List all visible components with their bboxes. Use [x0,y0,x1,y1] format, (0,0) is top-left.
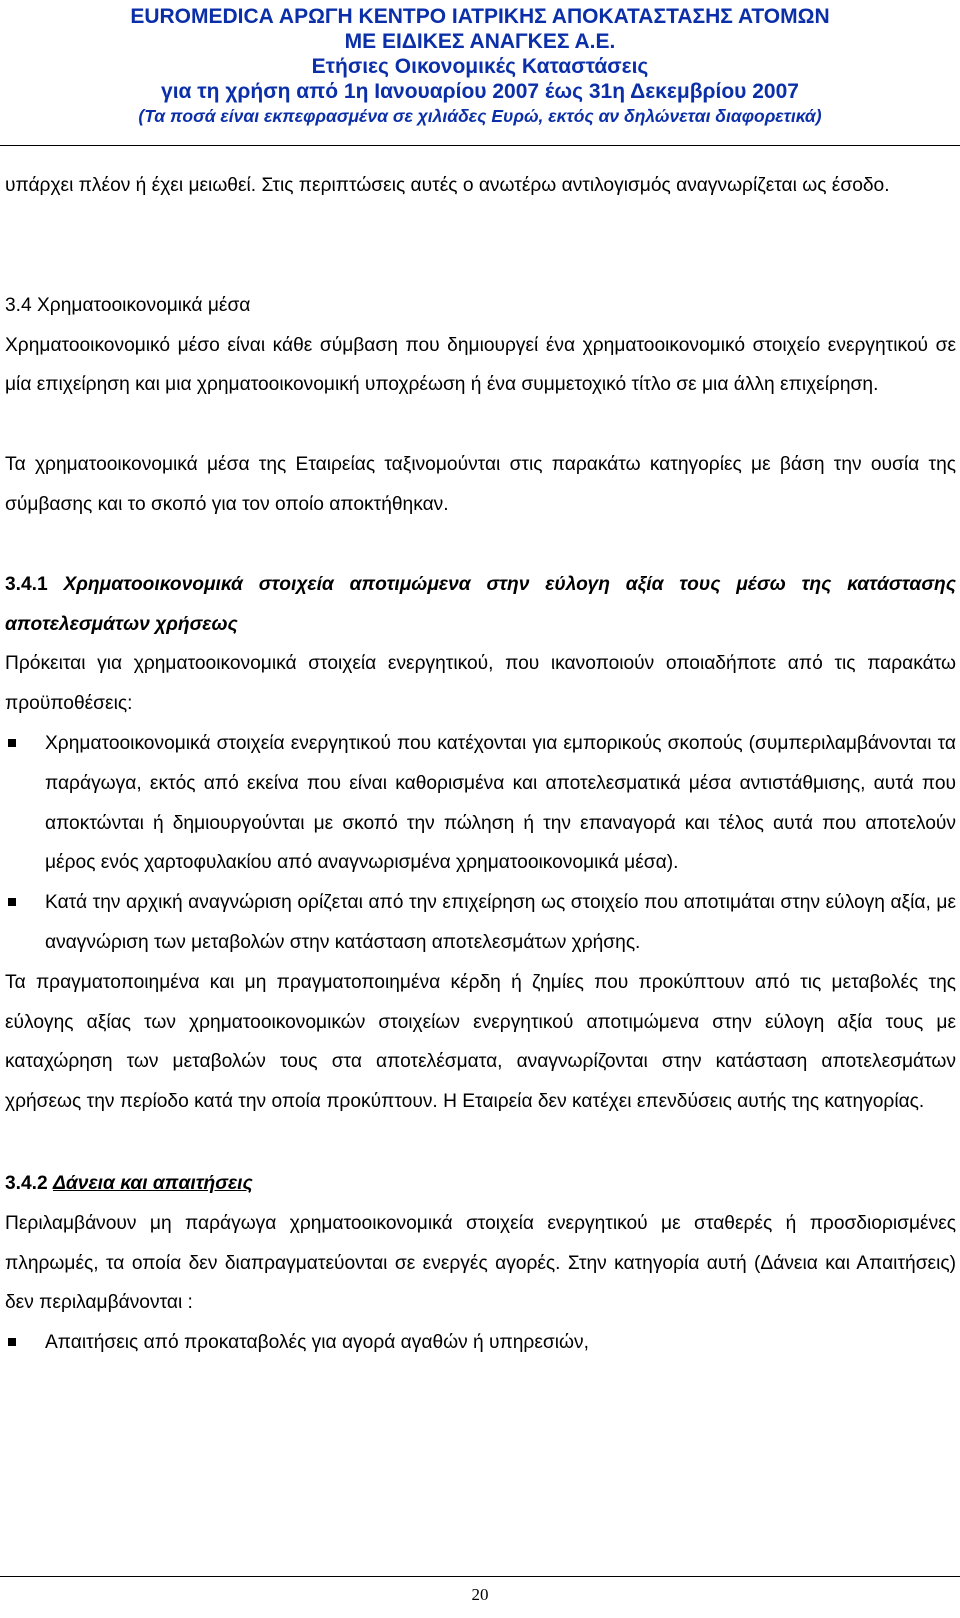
paragraph-3-4-classification: Τα χρηματοοικονομικά μέσα της Εταιρείας ταξινομούνται στις παρακάτω κατηγορίες με βάση την ουσία της σύμβασης και το σκοπό για τον οποίο αποκτήθηκαν. [5,454,956,515]
footer-divider [0,1576,960,1577]
list-item: Χρηματοοικονομικά στοιχεία ενεργητικού που κατέχονται για εμπορικούς σκοπούς (συμπεριλαμβάνονται τα παράγωγα, εκτός από εκείνα που είναι καθορισμένα και αποτελεσματικά μέσα αντιστάθμισης, αυτά που αποκτώνται ή δημιουργούνται με σκοπό την πώληση ή την επαναγορά και τέλος αυτά που αποτελούν μέρος ενός χαρτοφυλακίου από αναγνωρισμένα χρηματοοικονομικά μέσα). [5,724,956,883]
page-number: 20 [471,1585,489,1604]
currency-note: (Τα ποσά είναι εκπεφρασμένα σε χιλιάδες Ευρώ, εκτός αν δηλώνεται διαφορετικά) [138,106,822,126]
section-3-4-2-heading [5,1164,956,1204]
report-header [0,4,960,128]
company-name-line-1: EUROMEDICA ΑΡΩΓΗ ΚΕΝΤΡΟ ΙΑΤΡΙΚΗΣ ΑΠΟΚΑΤΑΣΤΑΣΗΣ ΑΤΟΜΩΝ [130,5,830,28]
section-3-4-1-number: 3.4.1 [5,573,48,595]
list-item: Κατά την αρχική αναγνώριση ορίζεται από την επιχείρηση ως στοιχείο που αποτιμάται στην εύλογη αξία, με αναγνώριση των μεταβολών στην κατάσταση αποτελεσμάτων χρήσης. [5,883,956,963]
report-title: Ετήσιες Οικονομικές Καταστάσεις [311,55,649,78]
section-3-4-2-number: 3.4.2 [5,1172,48,1194]
paragraph-3-4-definition: Χρηματοοικονομικό μέσο είναι κάθε σύμβαση που δημιουργεί ένα χρηματοοικονομικό στοιχείο ενεργητικού σε μία επιχείρηση και μια χρηματοοικονομική υποχρέωση ή ένα συμμετοχικό τίτλο σε μια άλλη επιχείρηση. [5,334,956,396]
paragraph-3-4-2-definition: Περιλαμβάνουν μη παράγωγα χρηματοοικονομικά στοιχεία ενεργητικού με σταθερές ή προσδιορισμένες πληρωμές, τα οποία δεν διαπραγματεύονται σε ενεργές αγορές. Στην κατηγορία αυτή (Δάνεια και Απαιτήσεις) δεν περιλαμβάνονται : [5,1212,956,1314]
section-3-4-1-title: Χρηματοοικονομικά στοιχεία αποτιμώμενα στην εύλογη αξία τους μέσω της κατάστασης αποτελεσμάτων χρήσεως [5,573,956,635]
section-3-4-1-heading [5,565,956,645]
conditions-list [5,724,956,963]
header-divider [0,145,960,146]
company-name-line-2: ΜΕ ΕΙΔΙΚΕΣ ΑΝΑΓΚΕΣ Α.Ε. [344,30,616,53]
section-3-4-heading: 3.4 Χρηματοοικονομικά μέσα [5,294,251,316]
paragraph-intro: υπάρχει πλέον ή έχει μειωθεί. Στις περιπτώσεις αυτές ο ανωτέρω αντιλογισμός αναγνωρίζεται ως έσοδο. [5,175,890,196]
exclusions-list [5,1323,956,1363]
paragraph-3-4-1-conditions: Πρόκειται για χρηματοοικονομικά στοιχεία ενεργητικού, που ικανοποιούν οποιαδήποτε από τις παρακάτω προϋποθέσεις: [5,653,956,715]
document-body [5,166,956,1363]
list-item: Απαιτήσεις από προκαταβολές για αγορά αγαθών ή υπηρεσιών, [5,1323,956,1363]
paragraph-3-4-1-gains: Τα πραγματοποιημένα και μη πραγματοποιημένα κέρδη ή ζημίες που προκύπτουν από τις μεταβολές της εύλογης αξίας των χρηματοοικονομικών στοιχείων ενεργητικού αποτιμώμενα στην εύλογη αξία τους με καταχώρηση των μεταβολών τους στα αποτελέσματα, αναγνωρίζονται στην κατάσταση αποτελεσμάτων χρήσεως την περίοδο κατά την οποία προκύπτουν. Η Εταιρεία δεν κατέχει επενδύσεις αυτής της κατηγορίας. [5,971,956,1113]
section-3-4-2-title: Δάνεια και απαιτήσεις [53,1172,253,1194]
report-period: για τη χρήση από 1η Ιανουαρίου 2007 έως 31η Δεκεμβρίου 2007 [161,80,799,103]
